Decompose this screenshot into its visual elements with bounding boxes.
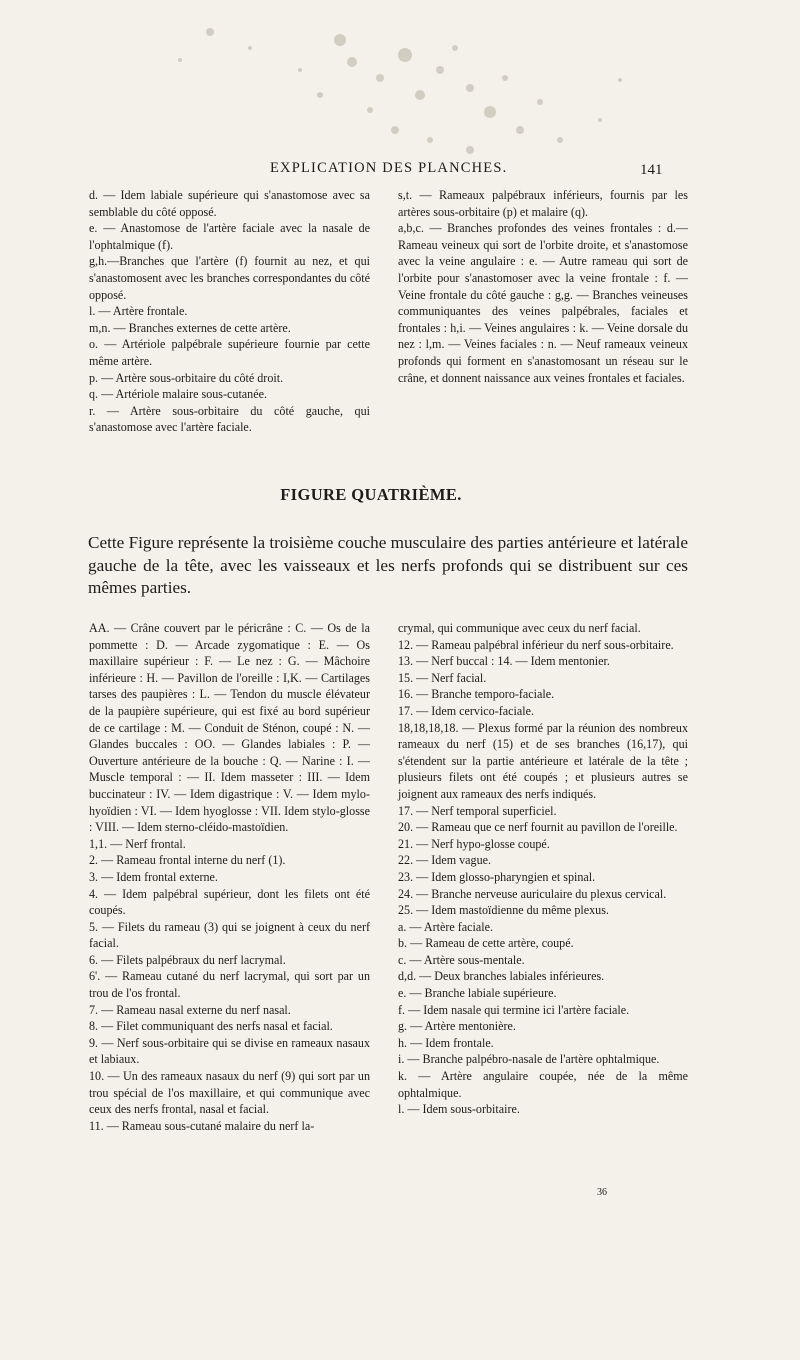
legend-entry: 22. — Idem vague. <box>398 853 492 868</box>
legend-entry: 25. — Idem mastoïdienne du même plexus. <box>398 903 609 918</box>
legend-entry: 11. — Rameau sous-cutané malaire du nerf la- <box>89 1118 315 1133</box>
legend-entry: 1,1. — Nerf frontal. <box>89 836 186 851</box>
legend-entry: r. — Artère sous-orbitaire du côté gauche, qui s'anastomose avec l'artère faciale. <box>89 403 370 435</box>
legend-entry: 15. — Nerf facial. <box>398 670 487 685</box>
legend-entry: m,n. — Branches externes de cette artère. <box>89 320 291 335</box>
legend-entry: 4. — Idem palpébral supérieur, dont les filets ont été coupés. <box>89 886 370 918</box>
legend-column-top-right <box>398 187 688 386</box>
legend-entry: p. — Artère sous-orbitaire du côté droit. <box>89 370 284 385</box>
legend-entry: e. — Branche labiale supérieure. <box>398 986 557 1001</box>
legend-entry: a. — Artère faciale. <box>398 919 494 934</box>
legend-column-bottom-left <box>89 620 370 1134</box>
legend-entry: g,h.—Branches que l'artère (f) fournit au nez, et qui s'anastomosent avec les branches correspondantes du côté opposé. <box>89 254 370 302</box>
signature-number: 36 <box>597 1187 607 1198</box>
foxing-stains <box>0 0 800 170</box>
legend-entry: s,t. — Rameaux palpébraux inférieurs, fournis par les artères sous-orbitaire (p) et malaire (q). <box>398 188 688 219</box>
legend-entry: 17. — Idem cervico-faciale. <box>398 703 534 718</box>
legend-entry: AA. — Crâne couvert par le péricrâne : C. — Os de la pommette : D. — Arcade zygomatique : E. — Os maxillaire supérieur : F. — Le nez : G. — Mâchoire inférieure : H. — Pavillon de l'oreille : I,K. — Cartilages tarses des paupières : L. — Tendon du muscle élévateur de la paupière supérieure, qui est fixé au bord supérieur de ce cartilage : M. — Conduit de Sténon, coupé : N. — Glandes buccales : OO. — Glandes labiales : P. — Ouverture antérieure de la bouche : Q. — Narine : I. — Muscle temporal : — II. Idem masseter : III. — Idem buccinateur : IV. — Idem digastrique : V. — Idem mylo-hyoïdien : VI. — Idem hyoglosse : VII. Idem stylo-glosse : VIII. — Idem sterno-cléido-mastoïdien. <box>89 621 370 835</box>
legend-entry: 16. — Branche temporo-faciale. <box>398 687 555 702</box>
legend-entry: 18,18,18,18. — Plexus formé par la réunion des nombreux rameaux du nerf (15) et de ses branches (16,17), qui s'étendent sur la partie antérieure et latérale de la tête ; plusieurs filets ont été coupés ; et plusieurs autres se joignent aux rameaux des nerfs indiqués. <box>398 720 688 801</box>
legend-entry: 7. — Rameau nasal externe du nerf nasal. <box>89 1002 291 1017</box>
legend-entry: 17. — Nerf temporal superficiel. <box>398 803 557 818</box>
legend-entry: e. — Anastomose de l'artère faciale avec la nasale de l'ophtalmique (f). <box>89 221 370 252</box>
figure-caption <box>88 532 688 600</box>
legend-entry: d,d. — Deux branches labiales inférieures. <box>398 969 605 984</box>
legend-entry: f. — Idem nasale qui termine ici l'artère faciale. <box>398 1002 630 1017</box>
legend-entry: 13. — Nerf buccal : 14. — Idem mentonier. <box>398 654 610 669</box>
legend-entry: a,b,c. — Branches profondes des veines frontales : d.—Rameau veineux qui sort de l'orbite droite, et s'anastomose avec la veine angulaire : e. — Autre rameau qui sort de l'orbite pour s'anastomoser avec la veine frontale : f. — Veine frontale du côté gauche : g,g. — Branches veineuses communiquantes des veines palpébrales, faciales et frontales : h,i. — Veines angulaires : k. — Veine dorsale du nez : l,m. — Veines faciales : n. — Neuf rameaux veineux profonds qui forment en s'anastomosant un réseau sur le crâne, et donnent naissance aux veines frontales et faciales. <box>398 221 688 385</box>
legend-entry: 9. — Nerf sous-orbitaire qui se divise en rameaux nasaux et labiaux. <box>89 1035 370 1067</box>
legend-entry: 3. — Idem frontal externe. <box>89 869 218 884</box>
legend-entry: crymal, qui communique avec ceux du nerf facial. <box>398 621 641 635</box>
figure-caption-text: Cette Figure représente la troisième couche musculaire des parties antérieure et latérale gauche de la tête, avec les vaisseaux et les nerfs profonds qui se distribuent sur ces mêmes parties. <box>88 533 688 597</box>
figure-title: FIGURE QUATRIÈME. <box>280 485 462 504</box>
running-head: EXPLICATION DES PLANCHES. <box>270 160 508 176</box>
legend-entry: q. — Artériole malaire sous-cutanée. <box>89 387 267 402</box>
legend-entry: b. — Rameau de cette artère, coupé. <box>398 936 574 951</box>
legend-entry: 20. — Rameau que ce nerf fournit au pavillon de l'oreille. <box>398 820 678 835</box>
legend-entry: h. — Idem frontale. <box>398 1035 494 1050</box>
legend-entry: 12. — Rameau palpébral inférieur du nerf sous-orbitaire. <box>398 637 674 652</box>
legend-entry: k. — Artère angulaire coupée, née de la même ophtalmique. <box>398 1069 688 1100</box>
legend-entry: l. — Idem sous-orbitaire. <box>398 1102 520 1117</box>
legend-entry: 5. — Filets du rameau (3) qui se joignent à ceux du nerf facial. <box>89 919 370 951</box>
legend-entry: o. — Artériole palpébrale supérieure fournie par cette même artère. <box>89 337 370 368</box>
legend-entry: d. — Idem labiale supérieure qui s'anastomose avec sa semblable du côté opposé. <box>89 188 370 219</box>
legend-entry: i. — Branche palpébro-nasale de l'artère ophtalmique. <box>398 1052 660 1067</box>
legend-entry: c. — Artère sous-mentale. <box>398 952 525 967</box>
legend-entry: 8. — Filet communiquant des nerfs nasal et facial. <box>89 1019 333 1034</box>
legend-entry: 24. — Branche nerveuse auriculaire du plexus cervical. <box>398 886 667 901</box>
legend-entry: 10. — Un des rameaux nasaux du nerf (9) qui sort par un trou spécial de l'os maxillaire, et qui communique avec ceux des nerfs frontal, nasal et facial. <box>89 1069 370 1117</box>
legend-entry: 6. — Filets palpébraux du nerf lacrymal. <box>89 952 286 967</box>
legend-column-bottom-right <box>398 620 688 1118</box>
page-number: 141 <box>640 162 663 178</box>
legend-entry: 6'. — Rameau cutané du nerf lacrymal, qui sort par un trou de l'os frontal. <box>89 969 370 1001</box>
legend-entry: 21. — Nerf hypo-glosse coupé. <box>398 836 550 851</box>
legend-entry: l. — Artère frontale. <box>89 304 188 319</box>
legend-entry: g. — Artère mentonière. <box>398 1019 516 1034</box>
legend-column-top-left <box>89 187 370 436</box>
legend-entry: 2. — Rameau frontal interne du nerf (1). <box>89 853 286 868</box>
legend-entry: 23. — Idem glosso-pharyngien et spinal. <box>398 869 596 884</box>
